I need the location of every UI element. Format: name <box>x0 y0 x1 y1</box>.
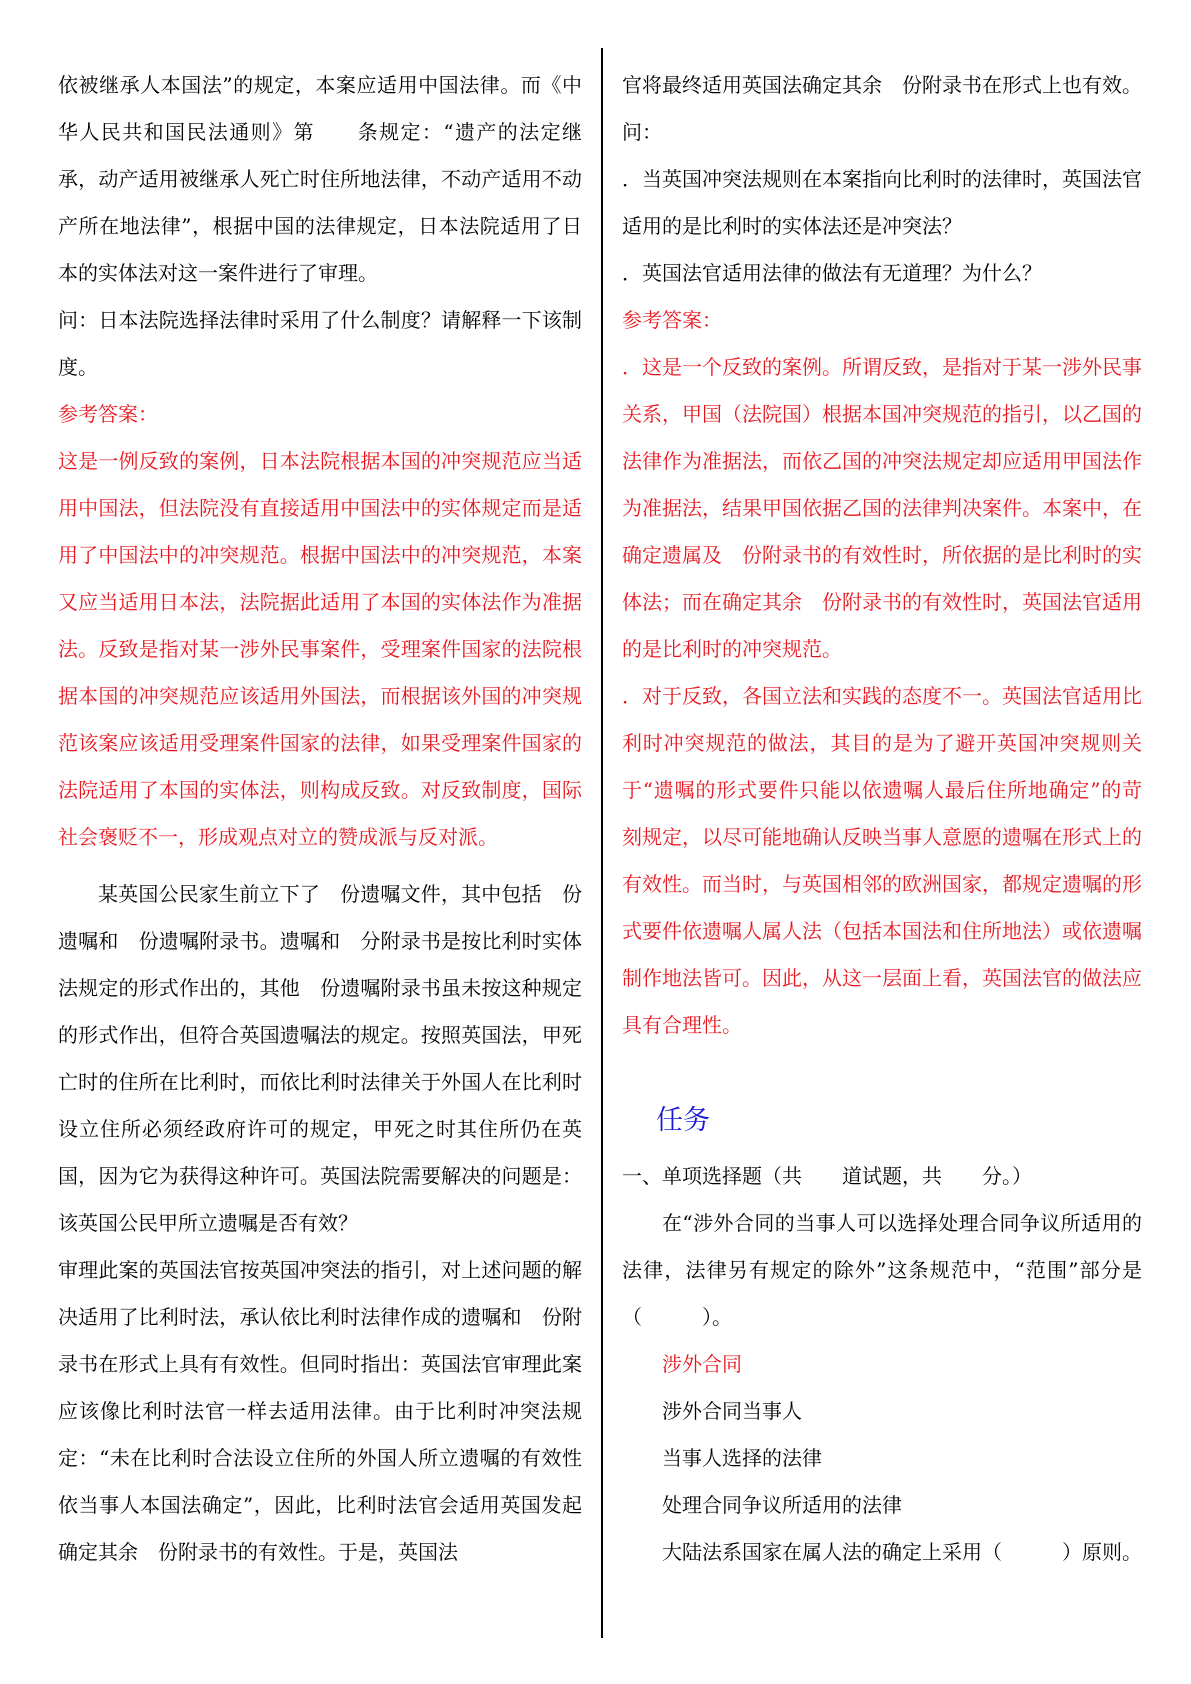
right-column <box>622 62 1142 1576</box>
case1-answer-label: 参考答案： <box>58 402 158 426</box>
case1-question: 问：日本法院选择法律时采用了什么制度？请解释一下该制度。 <box>58 308 582 379</box>
answer-2: ．对于反致，各国立法和实践的态度不一。英国法官适用比利时冲突规范的做法，其目的是为了避开英国冲突规则关于“遗嘱的形式要件只能以依遗嘱人最后住所地确定”的苛刻规定，以尽可能地确认反映当事人意愿的遗嘱在形式上的有效性。而当时，与英国相邻的欧洲国家，都规定遗嘱的形式要件依遗嘱人属人法（包括本国法和住所地法）或依遗嘱制作地法皆可。因此，从这一层面上看，英国法官的做法应具有合理性。 <box>622 684 1142 1037</box>
answer-label: 参考答案： <box>622 308 722 332</box>
task-title: 任务 <box>656 1105 710 1136</box>
question-1: ．当英国冲突法规则在本案指向比利时的法律时，英国法官适用的是比利时的实体法还是冲突法？ <box>622 167 1142 238</box>
option-b: 涉外合同当事人 <box>662 1399 802 1423</box>
case2-facts: 某英国公民家生前立下了 份遗嘱文件，其中包括 份遗嘱和 份遗嘱附录书。遗嘱和 分附录书是按比利时实体法规定的形式作出的，其他 份遗嘱附录书虽未按这种规定的形式作出，但符合英国遗嘱法的规定。按照英国法，甲死亡时的住所在比利时，而依比利时法律关于外国人在比利时设立住所必须经政府许可的规定，甲死之时其住所仍在英国，因为它为获得这种许可。英国法院需要解决的问题是：该英国公民甲所立遗嘱是否有效？ <box>58 882 582 1235</box>
option-a: 涉外合同 <box>662 1352 742 1376</box>
section-heading: 一、单项选择题（共 道试题，共 分。） <box>622 1164 1032 1188</box>
answer-1: ．这是一个反致的案例。所谓反致，是指对于某一涉外民事关系，甲国（法院国）根据本国冲突规范的指引，以乙国的法律作为准据法，而依乙国的冲突法规定却应适用甲国法作为准据法，结果甲国依据乙国的法律判决案件。本案中，在确定遗属及 份附录书的有效性时，所依据的是比利时的实体法；而在确定其余 份附录书的有效性时，英国法官适用的是比利时的冲突规范。 <box>622 355 1142 661</box>
case2-continuation: 官将最终适用英国法确定其余 份附录书在形式上也有效。 <box>622 73 1142 97</box>
question-1-stem: 在“涉外合同的当事人可以选择处理合同争议所适用的法律，法律另有规定的除外”这条规范中，“范围”部分是（ ）。 <box>622 1211 1142 1329</box>
case2-reasoning: 审理此案的英国法官按英国冲突法的指引，对上述问题的解决适用了比利时法，承认依比利时法律作成的遗嘱和 份附录书在形式上具有有效性。但同时指出：英国法官审理此案应该像比利时法官一样去适用法律。由于比利时冲突法规定：“未在比利时合法设立住所的外国人所立遗嘱的有效性依当事人本国法确定”，因此，比利时法官会适用英国发起确定其余 份附录书的有效性。于是，英国法 <box>58 1258 582 1564</box>
question-2-stem: 大陆法系国家在属人法的确定上采用（ ）原则。 <box>662 1540 1142 1564</box>
question-label: 问： <box>622 120 662 144</box>
column-divider <box>601 48 603 1638</box>
left-column <box>58 62 582 1576</box>
option-c: 当事人选择的法律 <box>662 1446 822 1470</box>
option-d: 处理合同争议所适用的法律 <box>662 1493 902 1517</box>
case1-text: 依被继承人本国法”的规定，本案应适用中国法律。而《中华人民共和国民法通则》第 条规定：“遗产的法定继承，动产适用被继承人死亡时住所地法律，不动产适用不动产所在地法律”，根据中国的法律规定，日本法院适用了日本的实体法对这一案件进行了审理。 <box>58 73 582 285</box>
question-2: ．英国法官适用法律的做法有无道理？为什么？ <box>622 261 1042 285</box>
case1-answer: 这是一例反致的案例，日本法院根据本国的冲突规范应当适用中国法，但法院没有直接适用中国法中的实体规定而是适用了中国法中的冲突规范。根据中国法中的冲突规范，本案又应当适用日本法，法院据此适用了本国的实体法作为准据法。反致是指对某一涉外民事案件，受理案件国家的法院根据本国的冲突规范应该适用外国法，而根据该外国的冲突规范该案应该适用受理案件国家的法律，如果受理案件国家的法院适用了本国的实体法，则构成反致。对反致制度，国际社会褒贬不一，形成观点对立的赞成派与反对派。 <box>58 449 582 849</box>
